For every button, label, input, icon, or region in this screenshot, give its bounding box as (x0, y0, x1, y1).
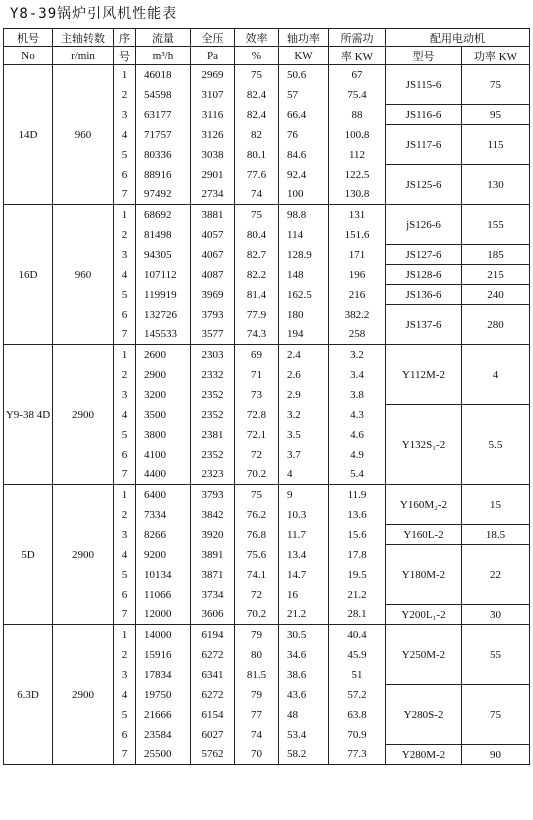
efficiency-cell: 70 (235, 745, 279, 765)
flow-cell: 23584 (136, 725, 191, 745)
table-row (4, 485, 530, 505)
pressure-cell: 2352 (191, 445, 235, 465)
pressure-cell: 3920 (191, 525, 235, 545)
shaft-power-cell: 21.2 (279, 605, 329, 625)
shaft-power-cell: 148 (279, 265, 329, 285)
seq-cell: 5 (114, 285, 136, 305)
required-power-cell: 13.6 (329, 505, 386, 525)
shaft-power-cell: 38.6 (279, 665, 329, 685)
efficiency-cell: 69 (235, 345, 279, 365)
fan-performance-table (3, 28, 530, 765)
seq-cell: 2 (114, 85, 136, 105)
required-power-cell: 4.9 (329, 445, 386, 465)
flow-cell: 63177 (136, 105, 191, 125)
seq-cell: 4 (114, 125, 136, 145)
motor-power-cell: 280 (462, 305, 530, 345)
shaft-power-cell: 34.6 (279, 645, 329, 665)
seq-cell: 3 (114, 385, 136, 405)
required-power-cell: 3.8 (329, 385, 386, 405)
seq-cell: 3 (114, 525, 136, 545)
header-motor-type: 型号 (386, 47, 462, 65)
pressure-cell: 2734 (191, 185, 235, 205)
required-power-cell: 131 (329, 205, 386, 225)
efficiency-cell: 70.2 (235, 605, 279, 625)
flow-cell: 6400 (136, 485, 191, 505)
shaft-power-cell: 3.7 (279, 445, 329, 465)
pressure-cell: 3969 (191, 285, 235, 305)
seq-cell: 4 (114, 685, 136, 705)
flow-cell: 68692 (136, 205, 191, 225)
efficiency-cell: 75 (235, 65, 279, 85)
shaft-power-cell: 100 (279, 185, 329, 205)
shaft-power-cell: 180 (279, 305, 329, 325)
shaft-power-cell: 194 (279, 325, 329, 345)
flow-cell: 132726 (136, 305, 191, 325)
required-power-cell: 258 (329, 325, 386, 345)
pressure-cell: 6154 (191, 705, 235, 725)
flow-cell: 4400 (136, 465, 191, 485)
shaft-power-cell: 57 (279, 85, 329, 105)
efficiency-cell: 82 (235, 125, 279, 145)
motor-type-cell: Y160M₂-2 (386, 485, 462, 525)
motor-type-cell: JS116-6 (386, 105, 462, 125)
required-power-cell: 63.8 (329, 705, 386, 725)
shaft-power-cell: 2.6 (279, 365, 329, 385)
header-efficiency: 效率 (235, 29, 279, 47)
efficiency-cell: 82.4 (235, 105, 279, 125)
required-power-cell: 67 (329, 65, 386, 85)
motor-type-cell: Y180M-2 (386, 545, 462, 605)
table-row (4, 345, 530, 365)
pressure-cell: 6341 (191, 665, 235, 685)
required-power-cell: 5.4 (329, 465, 386, 485)
flow-cell: 97492 (136, 185, 191, 205)
flow-cell: 71757 (136, 125, 191, 145)
motor-type-cell: Y250M-2 (386, 625, 462, 685)
required-power-cell: 51 (329, 665, 386, 685)
flow-cell: 145533 (136, 325, 191, 345)
efficiency-cell: 80.4 (235, 225, 279, 245)
motor-type-cell: Y280M-2 (386, 745, 462, 765)
shaft-power-cell: 48 (279, 705, 329, 725)
motor-power-cell: 155 (462, 205, 530, 245)
pressure-cell: 6272 (191, 685, 235, 705)
efficiency-cell: 74.1 (235, 565, 279, 585)
required-power-cell: 88 (329, 105, 386, 125)
flow-cell: 2900 (136, 365, 191, 385)
pressure-cell: 2969 (191, 65, 235, 85)
efficiency-cell: 74 (235, 725, 279, 745)
seq-cell: 3 (114, 105, 136, 125)
header-flow-unit: m³/h (136, 47, 191, 65)
seq-cell: 3 (114, 665, 136, 685)
pressure-cell: 2352 (191, 405, 235, 425)
seq-cell: 7 (114, 325, 136, 345)
shaft-power-cell: 3.5 (279, 425, 329, 445)
seq-cell: 6 (114, 305, 136, 325)
required-power-cell: 17.8 (329, 545, 386, 565)
motor-power-cell: 240 (462, 285, 530, 305)
header-pressure: 全压 (191, 29, 235, 47)
flow-cell: 7334 (136, 505, 191, 525)
efficiency-cell: 80.1 (235, 145, 279, 165)
seq-cell: 1 (114, 485, 136, 505)
efficiency-cell: 82.7 (235, 245, 279, 265)
header-seq-unit: 号 (114, 47, 136, 65)
flow-cell: 12000 (136, 605, 191, 625)
motor-power-cell: 18.5 (462, 525, 530, 545)
table-header (4, 29, 530, 65)
efficiency-cell: 74 (235, 185, 279, 205)
pressure-cell: 4057 (191, 225, 235, 245)
pressure-cell: 3793 (191, 305, 235, 325)
motor-type-cell: JS117-6 (386, 125, 462, 165)
header-flow: 流量 (136, 29, 191, 47)
seq-cell: 6 (114, 445, 136, 465)
required-power-cell: 28.1 (329, 605, 386, 625)
efficiency-cell: 82.2 (235, 265, 279, 285)
motor-power-cell: 75 (462, 65, 530, 105)
shaft-power-cell: 98.8 (279, 205, 329, 225)
motor-type-cell: Y280S-2 (386, 685, 462, 745)
shaft-speed-cell: 2900 (53, 485, 114, 625)
motor-power-cell: 22 (462, 545, 530, 605)
required-power-cell: 130.8 (329, 185, 386, 205)
efficiency-cell: 74.3 (235, 325, 279, 345)
pressure-cell: 2381 (191, 425, 235, 445)
motor-type-cell: JS125-6 (386, 165, 462, 205)
motor-power-cell: 90 (462, 745, 530, 765)
seq-cell: 3 (114, 245, 136, 265)
efficiency-cell: 77.6 (235, 165, 279, 185)
header-speed-unit: r/min (53, 47, 114, 65)
required-power-cell: 45.9 (329, 645, 386, 665)
required-power-cell: 75.4 (329, 85, 386, 105)
shaft-power-cell: 128.9 (279, 245, 329, 265)
seq-cell: 4 (114, 545, 136, 565)
pressure-cell: 6027 (191, 725, 235, 745)
motor-type-cell: JS136-6 (386, 285, 462, 305)
flow-cell: 21666 (136, 705, 191, 725)
required-power-cell: 112 (329, 145, 386, 165)
pressure-cell: 3606 (191, 605, 235, 625)
pressure-cell: 2901 (191, 165, 235, 185)
efficiency-cell: 80 (235, 645, 279, 665)
required-power-cell: 151.6 (329, 225, 386, 245)
pressure-cell: 4087 (191, 265, 235, 285)
flow-cell: 80336 (136, 145, 191, 165)
flow-cell: 19750 (136, 685, 191, 705)
fan-model-cell: 14D (4, 65, 53, 205)
required-power-cell: 4.6 (329, 425, 386, 445)
required-power-cell: 77.3 (329, 745, 386, 765)
flow-cell: 46018 (136, 65, 191, 85)
flow-cell: 2600 (136, 345, 191, 365)
header-motor: 配用电动机 (386, 29, 530, 47)
pressure-cell: 5762 (191, 745, 235, 765)
flow-cell: 119919 (136, 285, 191, 305)
shaft-power-cell: 9 (279, 485, 329, 505)
required-power-cell: 57.2 (329, 685, 386, 705)
flow-cell: 94305 (136, 245, 191, 265)
motor-type-cell: JS128-6 (386, 265, 462, 285)
motor-type-cell: jS126-6 (386, 205, 462, 245)
pressure-cell: 4067 (191, 245, 235, 265)
required-power-cell: 4.3 (329, 405, 386, 425)
page-title: Y8-39锅炉引风机性能表 (10, 6, 178, 22)
motor-type-cell: Y200L₁-2 (386, 605, 462, 625)
header-shaft-power: 轴功率 (279, 29, 329, 47)
shaft-power-cell: 3.2 (279, 405, 329, 425)
efficiency-cell: 79 (235, 625, 279, 645)
required-power-cell: 15.6 (329, 525, 386, 545)
shaft-power-cell: 66.4 (279, 105, 329, 125)
shaft-power-cell: 162.5 (279, 285, 329, 305)
table-body (4, 65, 530, 765)
flow-cell: 14000 (136, 625, 191, 645)
shaft-power-cell: 13.4 (279, 545, 329, 565)
efficiency-cell: 72 (235, 585, 279, 605)
flow-cell: 4100 (136, 445, 191, 465)
shaft-power-cell: 43.6 (279, 685, 329, 705)
flow-cell: 10134 (136, 565, 191, 585)
seq-cell: 4 (114, 265, 136, 285)
pressure-cell: 3116 (191, 105, 235, 125)
pressure-cell: 3038 (191, 145, 235, 165)
motor-type-cell: Y132S₁-2 (386, 405, 462, 485)
required-power-cell: 40.4 (329, 625, 386, 645)
required-power-cell: 382.2 (329, 305, 386, 325)
efficiency-cell: 72 (235, 445, 279, 465)
shaft-power-cell: 92.4 (279, 165, 329, 185)
required-power-cell: 11.9 (329, 485, 386, 505)
table-row (4, 205, 530, 225)
fan-model-cell: 6.3D (4, 625, 53, 765)
efficiency-cell: 73 (235, 385, 279, 405)
pressure-cell: 2352 (191, 385, 235, 405)
shaft-speed-cell: 960 (53, 205, 114, 345)
motor-power-cell: 4 (462, 345, 530, 405)
seq-cell: 5 (114, 705, 136, 725)
header-efficiency-unit: % (235, 47, 279, 65)
header-required-power-unit: 率 KW (329, 47, 386, 65)
efficiency-cell: 75 (235, 205, 279, 225)
motor-power-cell: 130 (462, 165, 530, 205)
flow-cell: 3800 (136, 425, 191, 445)
motor-power-cell: 55 (462, 625, 530, 685)
header-seq: 序 (114, 29, 136, 47)
required-power-cell: 3.4 (329, 365, 386, 385)
motor-power-cell: 95 (462, 105, 530, 125)
seq-cell: 6 (114, 585, 136, 605)
seq-cell: 5 (114, 425, 136, 445)
shaft-power-cell: 53.4 (279, 725, 329, 745)
seq-cell: 6 (114, 725, 136, 745)
efficiency-cell: 76.8 (235, 525, 279, 545)
table-row (4, 65, 530, 85)
required-power-cell: 3.2 (329, 345, 386, 365)
pressure-cell: 3881 (191, 205, 235, 225)
pressure-cell: 6272 (191, 645, 235, 665)
flow-cell: 88916 (136, 165, 191, 185)
required-power-cell: 100.8 (329, 125, 386, 145)
pressure-cell: 3891 (191, 545, 235, 565)
efficiency-cell: 75.6 (235, 545, 279, 565)
flow-cell: 15916 (136, 645, 191, 665)
shaft-power-cell: 2.4 (279, 345, 329, 365)
pressure-cell: 3871 (191, 565, 235, 585)
flow-cell: 3500 (136, 405, 191, 425)
header-speed: 主轴转数 (53, 29, 114, 47)
pressure-cell: 6194 (191, 625, 235, 645)
required-power-cell: 122.5 (329, 165, 386, 185)
efficiency-cell: 81.5 (235, 665, 279, 685)
flow-cell: 107112 (136, 265, 191, 285)
motor-power-cell: 75 (462, 685, 530, 745)
motor-type-cell: JS137-6 (386, 305, 462, 345)
motor-type-cell: JS115-6 (386, 65, 462, 105)
seq-cell: 7 (114, 745, 136, 765)
efficiency-cell: 75 (235, 485, 279, 505)
seq-cell: 1 (114, 625, 136, 645)
efficiency-cell: 81.4 (235, 285, 279, 305)
shaft-power-cell: 30.5 (279, 625, 329, 645)
fan-model-cell: 16D (4, 205, 53, 345)
flow-cell: 11066 (136, 585, 191, 605)
motor-type-cell: Y112M-2 (386, 345, 462, 405)
shaft-power-cell: 10.3 (279, 505, 329, 525)
seq-cell: 5 (114, 565, 136, 585)
shaft-power-cell: 114 (279, 225, 329, 245)
header-motor-power: 功率 KW (462, 47, 530, 65)
seq-cell: 7 (114, 605, 136, 625)
fan-model-cell: 5D (4, 485, 53, 625)
motor-power-cell: 215 (462, 265, 530, 285)
pressure-cell: 2303 (191, 345, 235, 365)
header-model: 机号 (4, 29, 53, 47)
seq-cell: 4 (114, 405, 136, 425)
header-shaft-power-unit: KW (279, 47, 329, 65)
seq-cell: 2 (114, 645, 136, 665)
shaft-speed-cell: 2900 (53, 625, 114, 765)
seq-cell: 6 (114, 165, 136, 185)
shaft-power-cell: 14.7 (279, 565, 329, 585)
pressure-cell: 3126 (191, 125, 235, 145)
required-power-cell: 21.2 (329, 585, 386, 605)
pressure-cell: 2323 (191, 465, 235, 485)
shaft-power-cell: 4 (279, 465, 329, 485)
motor-type-cell: JS127-6 (386, 245, 462, 265)
pressure-cell: 3793 (191, 485, 235, 505)
pressure-cell: 3577 (191, 325, 235, 345)
efficiency-cell: 72.8 (235, 405, 279, 425)
required-power-cell: 171 (329, 245, 386, 265)
header-pressure-unit: Pa (191, 47, 235, 65)
required-power-cell: 70.9 (329, 725, 386, 745)
motor-power-cell: 115 (462, 125, 530, 165)
table-row (4, 625, 530, 645)
shaft-power-cell: 2.9 (279, 385, 329, 405)
required-power-cell: 196 (329, 265, 386, 285)
motor-type-cell: Y160L-2 (386, 525, 462, 545)
motor-power-cell: 5.5 (462, 405, 530, 485)
flow-cell: 17834 (136, 665, 191, 685)
efficiency-cell: 71 (235, 365, 279, 385)
shaft-power-cell: 16 (279, 585, 329, 605)
motor-power-cell: 30 (462, 605, 530, 625)
shaft-power-cell: 50.6 (279, 65, 329, 85)
flow-cell: 54598 (136, 85, 191, 105)
flow-cell: 9200 (136, 545, 191, 565)
pressure-cell: 2332 (191, 365, 235, 385)
seq-cell: 2 (114, 505, 136, 525)
shaft-power-cell: 76 (279, 125, 329, 145)
flow-cell: 25500 (136, 745, 191, 765)
efficiency-cell: 82.4 (235, 85, 279, 105)
shaft-power-cell: 58.2 (279, 745, 329, 765)
flow-cell: 8266 (136, 525, 191, 545)
pressure-cell: 3734 (191, 585, 235, 605)
pressure-cell: 3842 (191, 505, 235, 525)
seq-cell: 1 (114, 205, 136, 225)
seq-cell: 1 (114, 345, 136, 365)
shaft-power-cell: 84.6 (279, 145, 329, 165)
seq-cell: 2 (114, 225, 136, 245)
pressure-cell: 3107 (191, 85, 235, 105)
header-required-power: 所需功 (329, 29, 386, 47)
flow-cell: 3200 (136, 385, 191, 405)
motor-power-cell: 15 (462, 485, 530, 525)
shaft-power-cell: 11.7 (279, 525, 329, 545)
required-power-cell: 216 (329, 285, 386, 305)
efficiency-cell: 72.1 (235, 425, 279, 445)
required-power-cell: 19.5 (329, 565, 386, 585)
flow-cell: 81498 (136, 225, 191, 245)
seq-cell: 1 (114, 65, 136, 85)
header-model-unit: No (4, 47, 53, 65)
efficiency-cell: 77.9 (235, 305, 279, 325)
efficiency-cell: 77 (235, 705, 279, 725)
efficiency-cell: 79 (235, 685, 279, 705)
seq-cell: 2 (114, 365, 136, 385)
seq-cell: 7 (114, 465, 136, 485)
seq-cell: 5 (114, 145, 136, 165)
efficiency-cell: 70.2 (235, 465, 279, 485)
efficiency-cell: 76.2 (235, 505, 279, 525)
fan-model-cell: Y9-38 4D (4, 345, 53, 485)
shaft-speed-cell: 960 (53, 65, 114, 205)
shaft-speed-cell: 2900 (53, 345, 114, 485)
motor-power-cell: 185 (462, 245, 530, 265)
seq-cell: 7 (114, 185, 136, 205)
